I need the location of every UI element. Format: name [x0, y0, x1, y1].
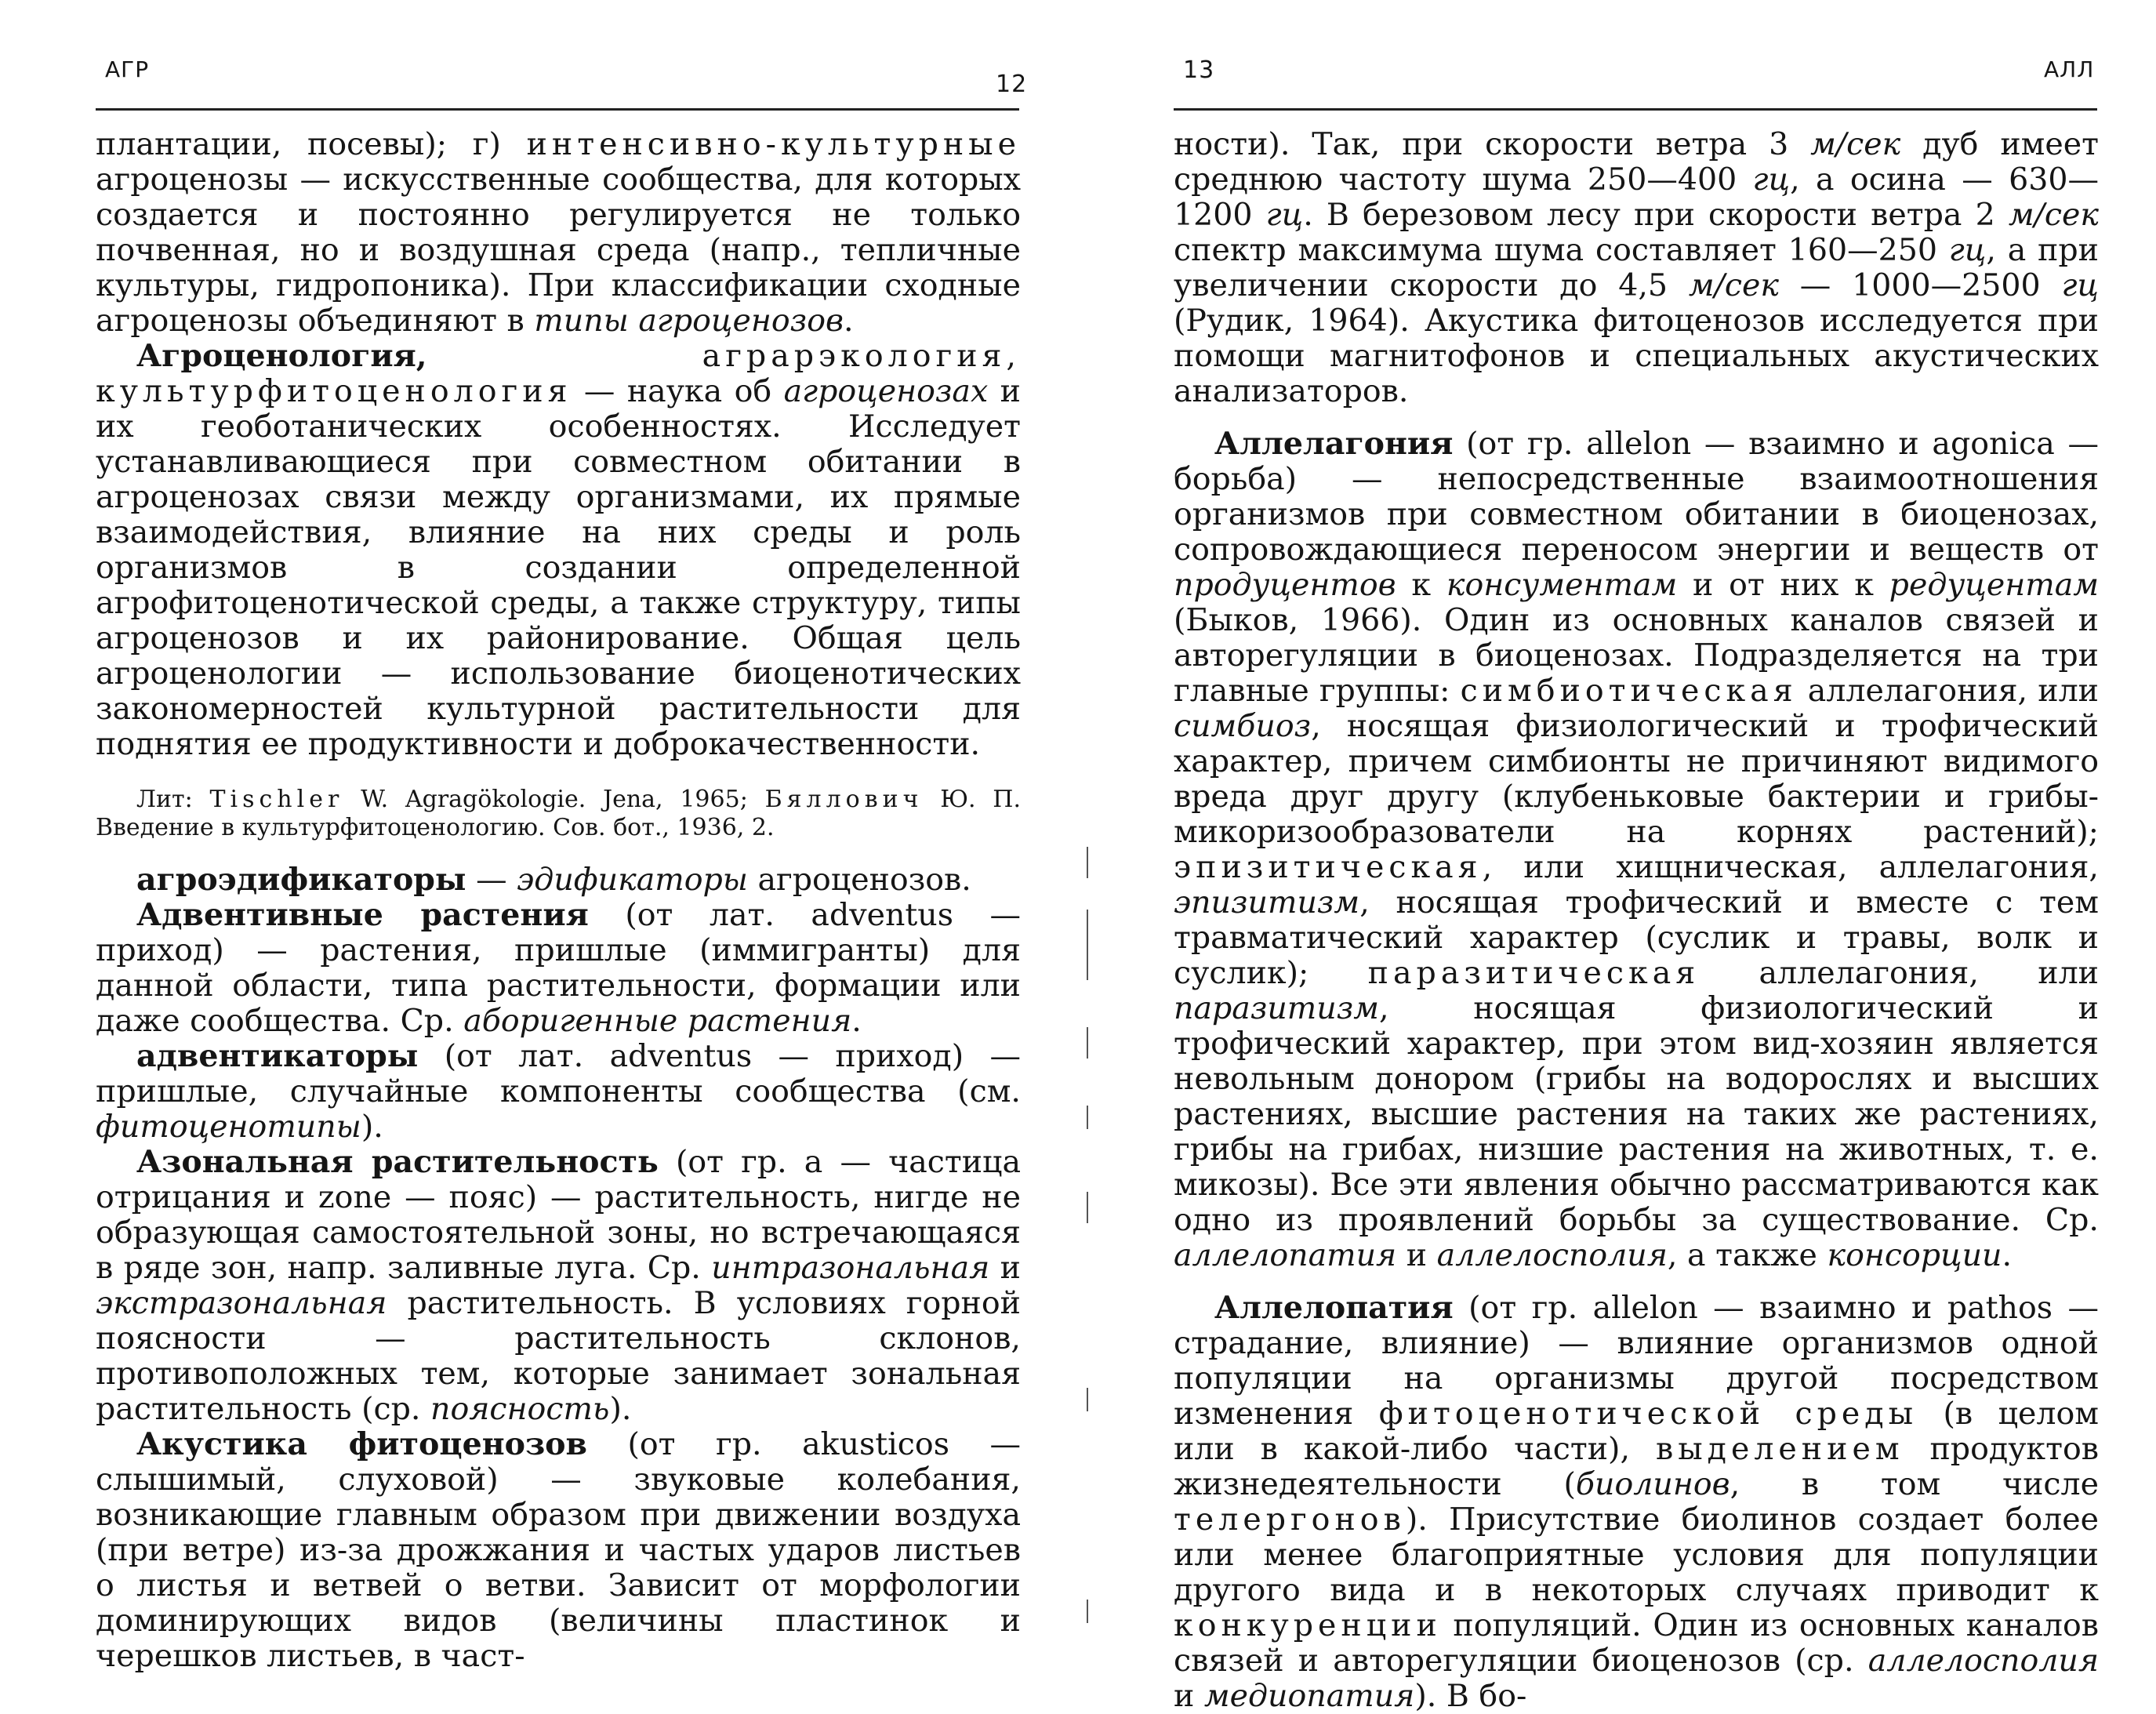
- header-rule-left: [96, 108, 1019, 111]
- left-page: [0, 0, 1078, 1686]
- entry-agroedificators: агроэдификаторы — эдификаторы агроценозов.: [136, 862, 971, 898]
- running-header-right: АЛЛ: [2044, 56, 2095, 82]
- entry-term: Аллелагония: [1214, 426, 1454, 462]
- header-rule-right: [1174, 108, 2097, 111]
- entry-term: Акустика фитоценозов: [136, 1426, 587, 1462]
- paragraph: ности). Так, при скорости ветра 3 м/сек дуб имеет среднюю частоту шума 250—400 гц, а осина — 630—1200 гц. В березовом лесу при скорости ветра 2 м/сек спектр максимума шума составляет 160—250 гц, а при увеличении скорости до 4,5 м/сек — 1000—2500 гц (Рудик, 1964). Акустика фитоценозов исследуется при помощи магнитофонов и специальных акустических анализаторов.: [1174, 126, 2099, 409]
- page-number-left: 12: [996, 71, 1028, 98]
- entry-adventive-plants: Адвентивные растения (от лат. adventus — приход) — растения, пришлые (иммигранты) для данной области, типа растительности, формации или даже сообщества. Ср. аборигенные растения.: [96, 897, 1021, 1039]
- entry-phytocenosis-acoustics: Акустика фитоценозов (от гр. akusticos — слышимый, слуховой) — звуковые колебания, возникающие главным образом при движении воздуха (при ветре) из-за дрожжания и частых ударов листьев о листья и ветвей о ветви. Зависит от морфологии доминирующих видов (величины пластинок и черешков листьев, в част-: [96, 1426, 1021, 1674]
- entry-allelagonia: Аллелагония (от гр. allelon — взаимно и agonica — борьба) — непосредственные взаимоотношения организмов при совместном обитании в биоценозах, сопровождающиеся переносом энергии и веществ от продуцентов к консументам и от них к редуцентам (Быков, 1966). Один из основных каналов связей и авторегуляции в биоценозах. Подразделяется на три главные группы: симбиотическая аллелагония, или симбиоз, носящая физиологический и трофический характер, причем симбионты не причиняют видимого вреда друг другу (клубеньковые бактерии и грибы-микоризообразователи на корнях растений); эпизитическая, или хищническая, аллелагония, эпизитизм, носящая трофический и вместе с тем травматический характер (суслик и травы, волк и суслик); паразитическая аллелагония, или паразитизм, носящая физиологический и трофический характер, при этом вид-хозяин является невольным донором (грибы на водорослях и высших растениях, высшие растения на таких же растениях, грибы на грибах, низшие растения на животных, т. е. микозы). Все эти явления обычно рассматриваются как одно из проявлений борьбы за существование. Ср. аллелопатия и аллелосполия, а также консорции.: [1174, 426, 2100, 1273]
- entry-agrocenology: Агроценология, аграрэкология, культурфитоценология — наука об агроценозах и их геоботанических особенностях. Исследует устанавливающиеся при совместном обитании в агроценозах связи между организмами, их прямые взаимодействия, влияние на них среды и роль организмов в создании определенной агрофитоценотической среды, а также структуру, типы агроценозов и их районирование. Общая цель агроценологии — использование биоценотических закономерностей культурной растительности для поднятия ее продуктивности и доброкачественности.: [96, 338, 1021, 762]
- literature-reference: Лит: Tischler W. Agragökologie. Jena, 1965; Бяллович Ю. П. Введение в культурфитоценологию. Сов. бот., 1936, 2.: [96, 786, 1021, 841]
- entry-term: агроэдификаторы: [136, 862, 466, 898]
- entry-azonal-vegetation: Азональная растительность (от гр. a — частица отрицания и zone — пояс) — растительность, нигде не образующая самостоятельной зоны, но встречающаяся в ряде зон, напр. заливные луга. Ср. интразональная и экстразональная растительность. В условиях горной поясности — растительность склонов, противоположных тем, которые занимает зональная растительность (ср. поясность).: [96, 1144, 1022, 1427]
- paragraph: плантации, посевы); г) интенсивно-культурные агроценозы — искусственные сообщества, для которых создается и постоянно регулируется не только почвенная, но и воздушная среда (напр., тепличные культуры, гидропоника). При классификации сходные агроценозы объединяют в типы агроценозов.: [96, 126, 1021, 339]
- entry-term: Аллелопатия: [1214, 1290, 1454, 1326]
- entry-term: Азональная растительность: [136, 1144, 659, 1180]
- entry-adventicators: адвентикаторы (от лат. adventus — приход) — пришлые, случайные компоненты сообщества (см. фитоценотипы).: [96, 1038, 1021, 1145]
- left-column: [96, 127, 1021, 1674]
- running-header-left: АГР: [105, 56, 150, 82]
- entry-term: адвентикаторы: [136, 1038, 419, 1074]
- entry-term: Агроценология,: [136, 338, 427, 374]
- right-page: [1078, 0, 2156, 1714]
- page-number-right: 13: [1183, 56, 1215, 84]
- right-column: [1174, 127, 2099, 1714]
- entry-allelopathy: Аллелопатия (от гр. allelon — взаимно и pathos — страдание, влияние) — влияние организмов одной популяции на организмы другой посредством изменения фитоценотической среды (в целом или в какой-либо части), выделением продуктов жизнедеятельности (биолинов, в том числе телергонов). Присутствие биолинов создает более или менее благоприятные условия для популяции другого вида и в некоторых случаях приводит к конкуренции популяций. Один из основных каналов связей и авторегуляции биоценозов (ср. аллелосполия и медиопатия). В бо-: [1174, 1290, 2099, 1714]
- entry-term: Адвентивные растения: [136, 897, 589, 933]
